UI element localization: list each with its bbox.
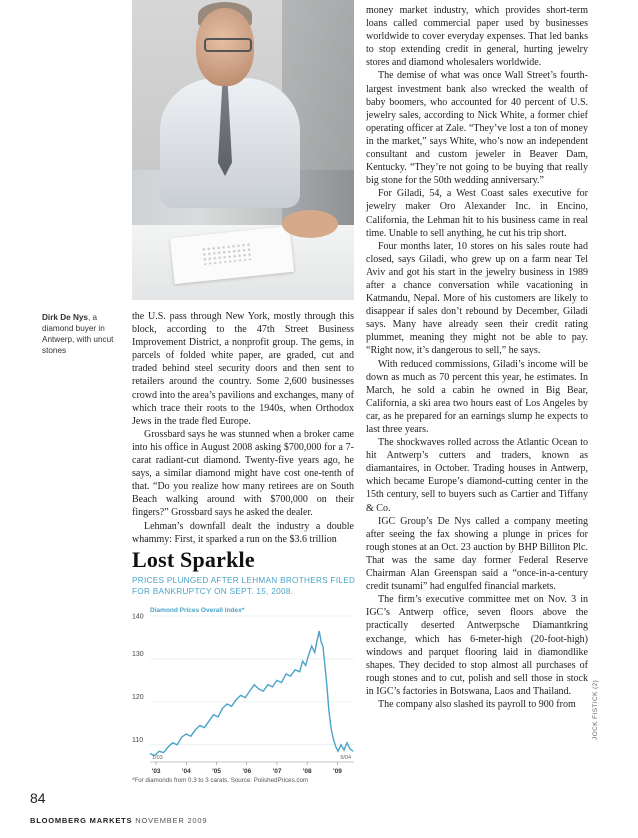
caption-name: Dirk De Nys xyxy=(42,313,88,322)
page-footer xyxy=(30,816,207,825)
chart-y-tick-label: 120 xyxy=(132,693,144,701)
footer-brand: BLOOMBERG MARKETS xyxy=(30,816,133,825)
chart-x-tick-label: ’03 xyxy=(151,768,161,775)
photo-caption xyxy=(42,312,124,356)
chart-series-line xyxy=(150,631,353,756)
paragraph: IGC Group’s De Nys called a company meeting after seeing the fax showing a plunge in prices for rough stones at an Oct. 23 auction by BHP Billiton Plc. That was the same day former Federal Reserve Chairman Alan Greenspan said a “once-in-a-century credit tsunami” had engulfed financial markets. xyxy=(366,515,588,593)
chart-x-tick-label: ’04 xyxy=(181,768,191,775)
paragraph: The firm’s executive committee met on Nov. 3 in IGC’s Antwerp office, seven floors above the practically deserted Antwerpsche Diamantkring exchange, which has 6-meter-high (20-foot-high) windows and parquet flooring laid in diamondlike shapes. They decided to stop almost all purchases of rough stones and to cut, polish and sell those in stock in IGC’s factories in Botswana, Laos and Thailand. xyxy=(366,594,588,697)
chart-x-tick-label: ’08 xyxy=(302,768,312,775)
paragraph: The shockwaves rolled across the Atlantic Ocean to hit Antwerp’s cutters and traders, known as diamantaires, in October. Trading houses in Antwerp, which became Europe’s diamond-cutting center in the 15th century, sell to buyers such as Cartier and Tiffany & Co. xyxy=(366,437,588,514)
chart-start-label: 1/03 xyxy=(152,755,163,761)
paragraph: the U.S. pass through New York, mostly through this block, according to the 47th Street Business Improvement District, a nonprofit group. The gems, in parcels of folded white paper, are graded, cut and traded behind steel security doors and then sent to retailers around the country. Some 2,600 businesses crowd into the area’s pavilions and exchanges, many of which trace their roots to the 1940s, when Orthodox Jews in the trade fled Europe. xyxy=(132,311,354,427)
page-number: 84 xyxy=(30,790,46,806)
chart-end-label: 9/04 xyxy=(340,755,352,761)
caption-text: , a diamond buyer in Antwerp, with uncut stones xyxy=(42,313,114,355)
chart-x-tick-label: ’06 xyxy=(242,768,252,775)
paragraph: With reduced commissions, Giladi’s income will be down as much as 70 percent this year, he estimates. In March, he sold a cabin he owned in Big Bear, California, a ski area two hours east of Los Angeles by car, as he prepared for an earnings slump he expects to last three years. xyxy=(366,358,588,435)
paragraph: Lehman’s downfall dealt the industry a double whammy: First, it sparked a run on the $3.6 trillion xyxy=(132,520,354,545)
paragraph: The company also slashed its payroll to 900 from xyxy=(378,698,576,710)
diamond-price-chart xyxy=(128,598,360,776)
chart-note: *For diamonds from 0.3 to 3 carats. Source: PolishedPrices.com xyxy=(132,777,309,784)
sidebar-subtitle: PRICES PLUNGED AFTER LEHMAN BROTHERS FILED FOR BANKRUPTCY ON SEPT. 15, 2008. xyxy=(132,576,356,596)
photo-credit: JOCK FISTICK (2) xyxy=(592,679,599,740)
chart-y-tick-label: 130 xyxy=(132,650,144,658)
paragraph: The demise of what was once Wall Street’s fourth-largest investment bank also wrecked the wealth of baby boomers, who accounted for 40 percent of U.S. jewelry sales, according to Nick White, a former chief operating officer at Zale. “They’ve lost a ton of money in the market,” says White, who’s now an independent consultant and custom jeweler in Beaver Dam, Kentucky. “They’re not going to be buying that really big stone for the 50th wedding anniversary.” xyxy=(366,70,588,187)
chart-x-tick-label: ’07 xyxy=(272,768,282,775)
article-column-left xyxy=(132,310,354,546)
sidebar-title: Lost Sparkle xyxy=(132,547,255,572)
chart-x-tick-label: ’09 xyxy=(332,768,342,775)
paragraph: Grossbard says he was stunned when a broker came into his office in August 2008 asking $700,000 for a 7-carat radiant-cut diamond. Twenty-five years ago, he says, a similar diamond might have cost one-tenth of that. “Do you realize how many retirees are on South Beach walking around with $700,000 on their fingers?” Grossbard says he asked the dealer. xyxy=(132,428,354,519)
footer-issue: NOVEMBER 2009 xyxy=(135,816,208,825)
chart-x-tick-label: ’05 xyxy=(211,768,222,775)
photo-dirk-de-nys xyxy=(132,0,354,300)
paragraph: Four months later, 10 stores on his sales route had closed, says Giladi, who grew up on a farm near Tel Aviv and got his start in the jewelry business in 1989 after a chance conversation while vacationing in Katmandu, Nepal. More of his customers are likely to disappear if sales don’t rebound by December, Giladi says. Many have already seen their credit rating plummet, meaning they might not be able to pay. “Right now, it’s dangerous to sell,” he says. xyxy=(366,240,588,357)
paragraph: money market industry, which provides short-term loans called commercial paper used by businesses worldwide to cover everyday expenses. That led banks to stop extending credit in general, hurting jewelry stores and diamond wholesalers worldwide. xyxy=(366,5,588,69)
chart-y-tick-label: 110 xyxy=(132,736,144,744)
chart-y-tick-label: 140 xyxy=(132,613,144,621)
chart-title: Diamond Prices Overall Index* xyxy=(150,607,245,614)
paragraph: For Giladi, 54, a West Coast sales executive for jewelry maker Oro Alexander Inc. in Encino, California, the Lehman hit to his business came in real time. Unable to sell anything, he cut his trip short. xyxy=(366,188,588,239)
article-column-right xyxy=(366,4,588,711)
